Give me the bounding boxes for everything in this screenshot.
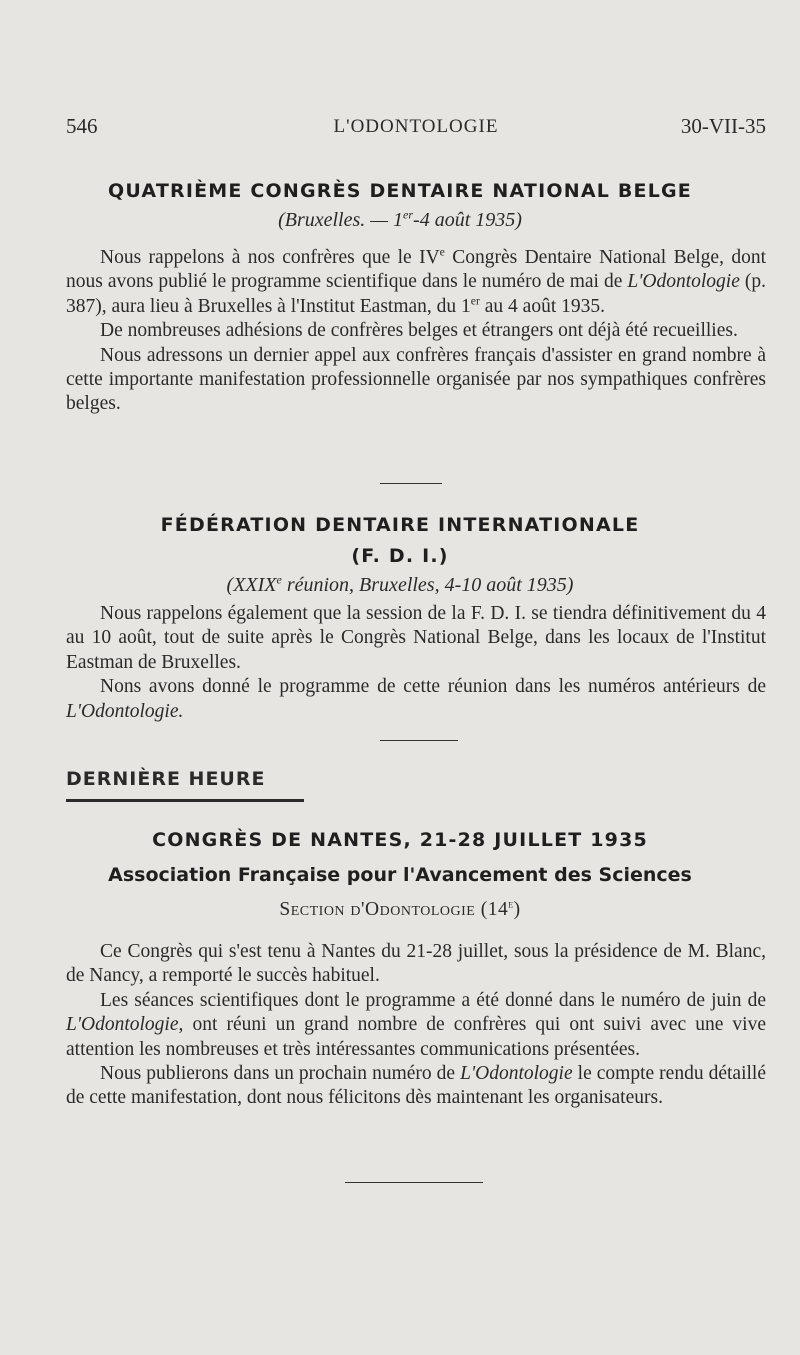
section-heading-underline <box>66 799 304 802</box>
article2-title-abbr: (F. D. I.) <box>351 545 449 567</box>
article1-paragraph-2: De nombreuses adhésions de confrères belges et étrangers ont déjà été recueillies. <box>100 320 738 342</box>
article3-paragraph-3: Nous publierons dans un prochain numéro de L'Odontologie le compte rendu détaillé de cette manifestation, dont nous félicitons dès maintenant les organisateurs. <box>66 1063 766 1109</box>
issue-date: 30-VII-35 <box>680 114 766 138</box>
journal-title: L'ODONTOLOGIE <box>333 116 499 137</box>
separator-rule <box>380 483 442 484</box>
article2-body <box>66 602 766 724</box>
article2-title: FÉDÉRATION DENTAIRE INTERNATIONALE <box>160 514 640 536</box>
article1-subtitle: (Bruxelles. — 1er-4 août 1935) <box>278 207 522 231</box>
separator-rule <box>380 740 458 741</box>
article3-subtitle: Association Française pour l'Avancement des Sciences <box>108 864 692 886</box>
running-head <box>66 114 766 144</box>
article1-title: QUATRIÈME CONGRÈS DENTAIRE NATIONAL BELGE <box>108 180 692 202</box>
article2-paragraph-1: Nous rappelons également que la session de la F. D. I. se tiendra définitivement du 4 au 10 août, tout de suite après le Congrès National Belge, dans les locaux de l'Institut Eastman de Bruxelles. <box>66 603 766 673</box>
article1-paragraph-3: Nous adressons un dernier appel aux confrères français d'assister en grand nombre à cette importante manifestation professionnelle organisée par nos sympathiques confrères belges. <box>66 344 766 415</box>
article1-body <box>66 246 766 417</box>
article3-section: Section d'Odontologie (14e) <box>279 897 521 920</box>
article3-paragraph-2: Les séances scientifiques dont le programme a été donné dans le numéro de juin de L'Odontologie, ont réuni un grand nombre de confrères qui ont suivi avec une vive attention les nombreuses et très intéressantes communications présentées. <box>66 989 766 1060</box>
article2-paragraph-2: Nons avons donné le programme de cette réunion dans les numéros antérieurs de L'Odontologie. <box>66 676 766 722</box>
page-number: 546 <box>66 114 98 138</box>
article3-paragraph-1: Ce Congrès qui s'est tenu à Nantes du 21-28 juillet, sous la présidence de M. Blanc, de Nancy, a remporté le succès habituel. <box>66 941 766 987</box>
article3-body <box>66 940 766 1111</box>
article2-subtitle: (XXIXe réunion, Bruxelles, 4-10 août 1935) <box>226 572 574 596</box>
section-heading: DERNIÈRE HEURE <box>66 768 266 790</box>
separator-rule <box>345 1182 483 1183</box>
article3-title: CONGRÈS DE NANTES, 21-28 JUILLET 1935 <box>152 829 648 851</box>
article1-paragraph-1: Nous rappelons à nos confrères que le IVe Congrès Dentaire National Belge, dont nous avons publié le programme scientifique dans le numéro de mai de L'Odontologie (p. 387), aura lieu à Bruxelles à l'Institut Eastman, du 1er au 4 août 1935. <box>66 245 766 317</box>
